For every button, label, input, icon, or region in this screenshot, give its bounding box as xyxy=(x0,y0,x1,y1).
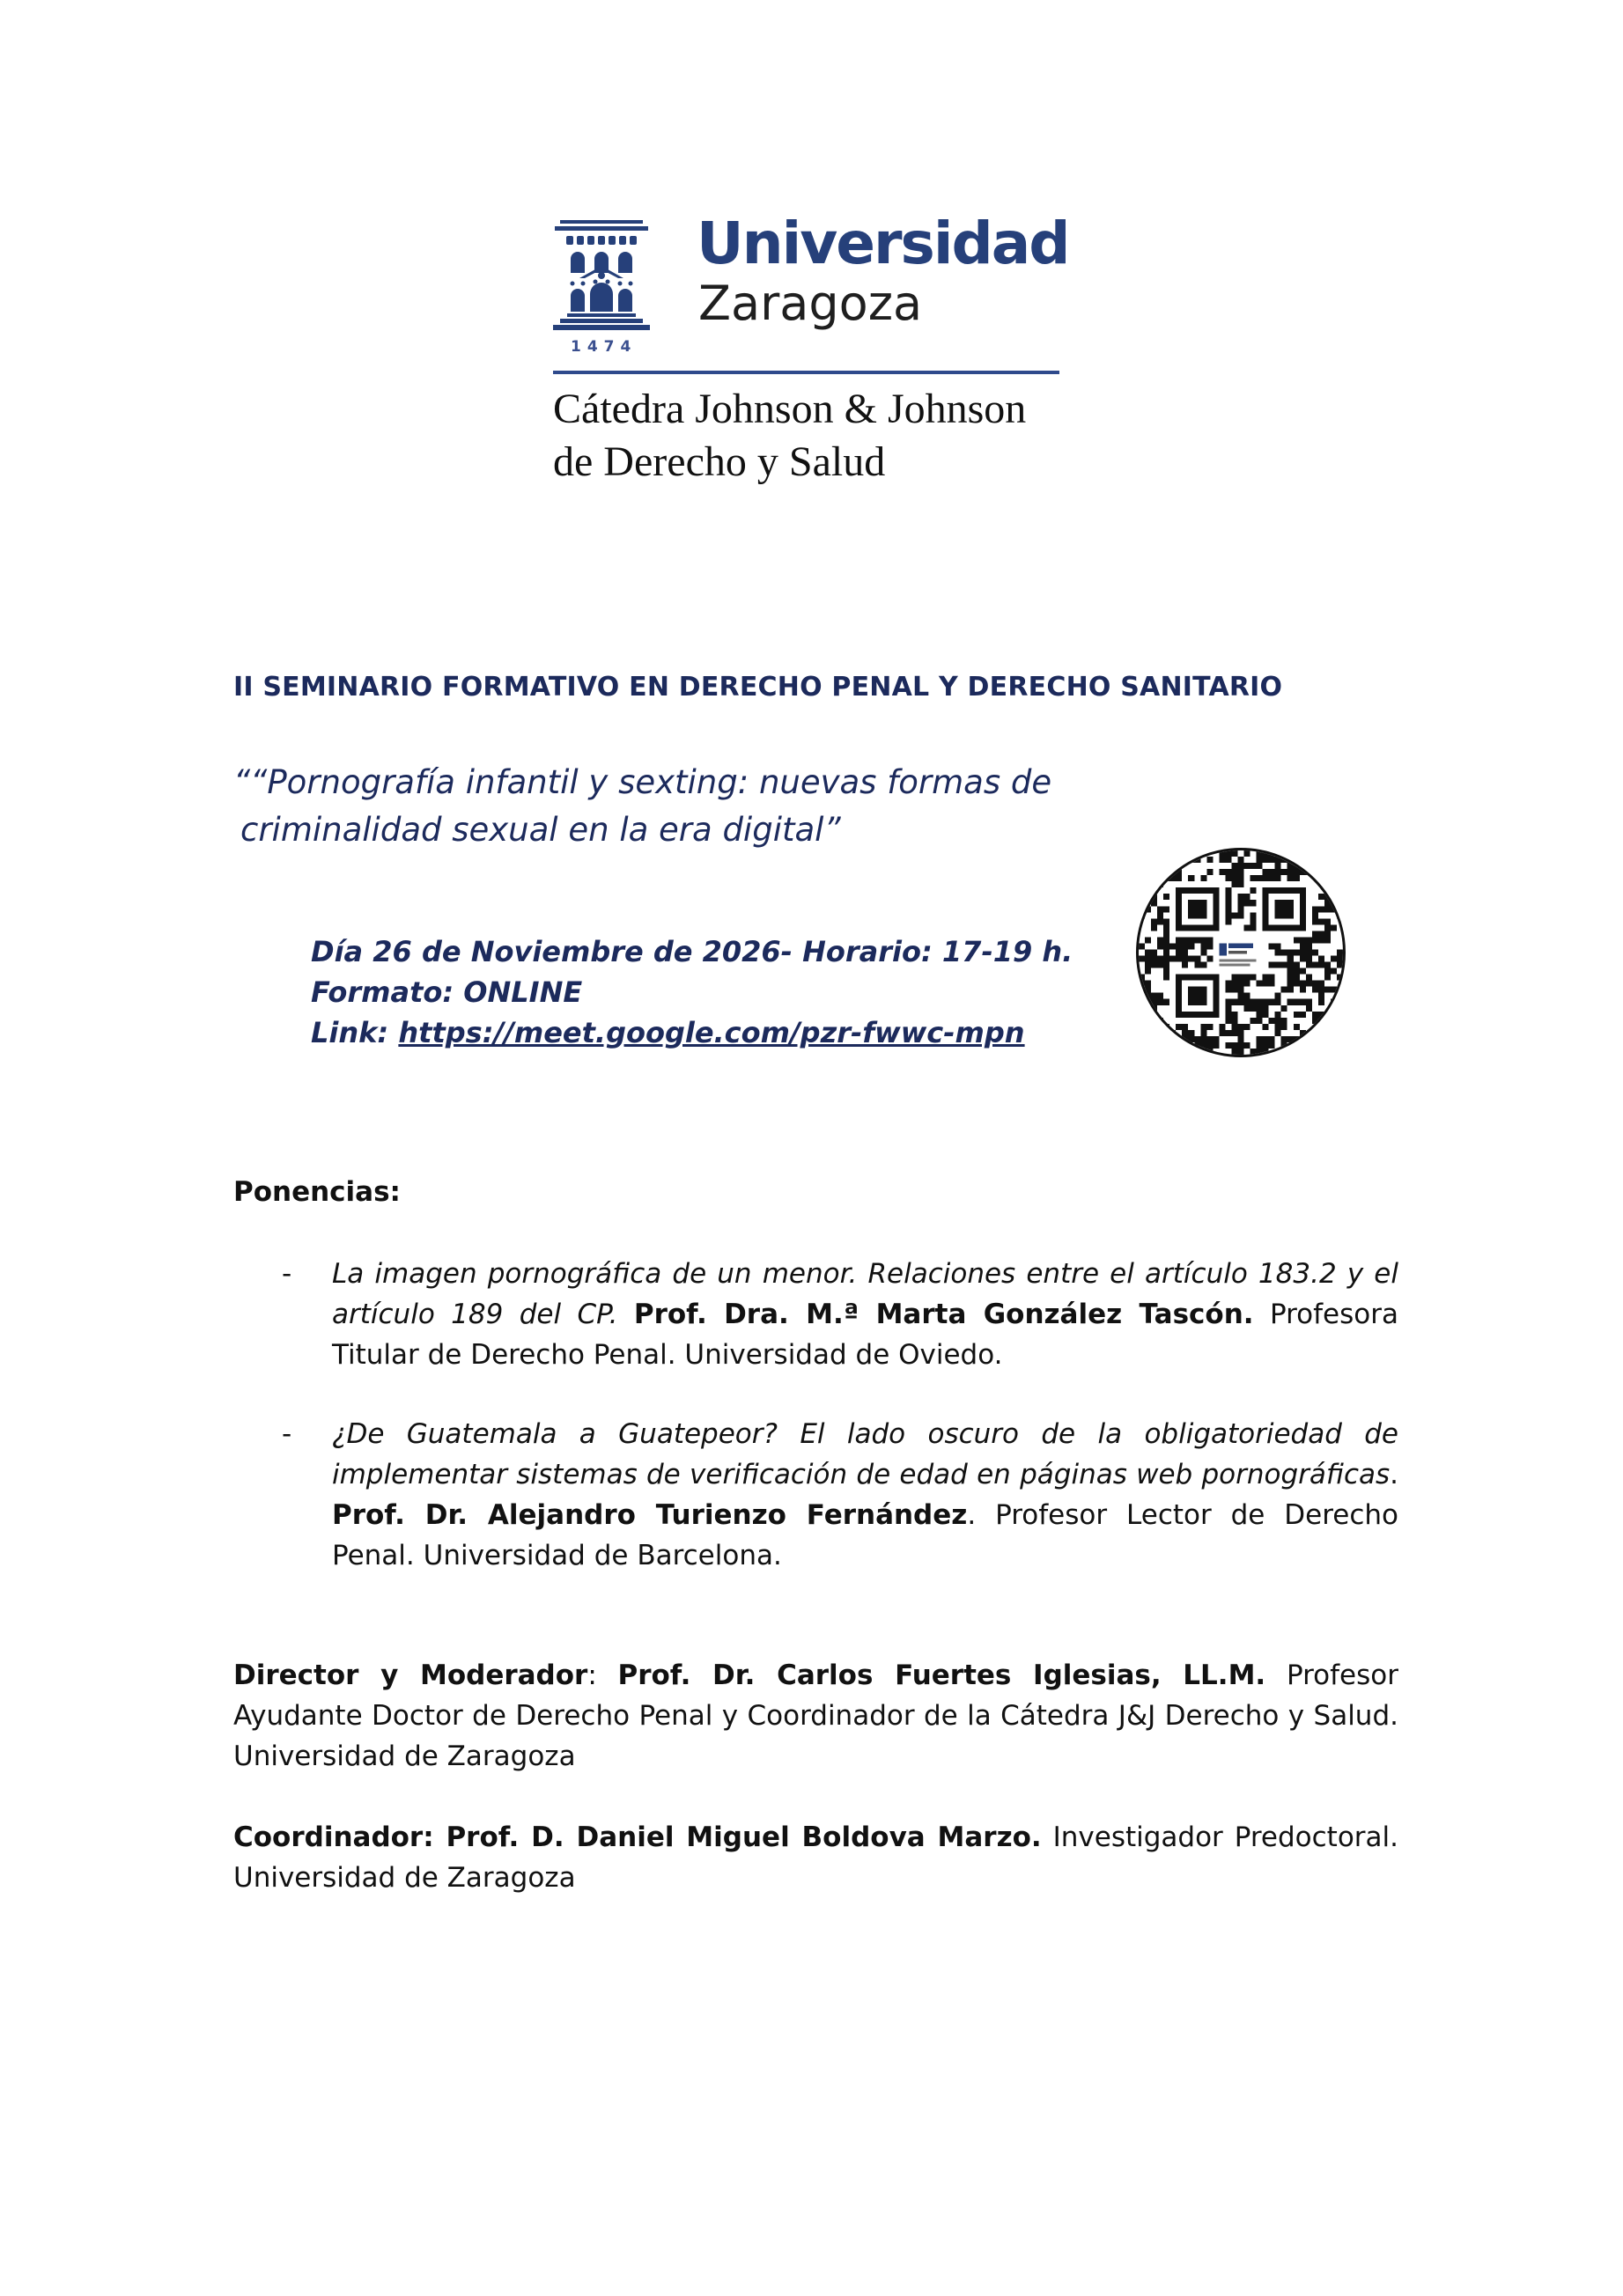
talk-speaker: Prof. Dra. M.ª Marta González Tascón. xyxy=(633,1299,1254,1330)
director-description: Profesor Ayudante Doctor de Derecho Penal y Coordinador de la Cátedra J&J Derecho y Salud. Universidad de Zaragoza xyxy=(233,1659,1398,1772)
event-date: Día 26 de Noviembre de 2026- Horario: 17-19 h. xyxy=(311,935,1073,968)
talk-speaker: Prof. Dr. Alejandro Turienzo Fernández xyxy=(332,1499,968,1531)
director-credit xyxy=(233,1655,1398,1777)
university-name: Universidad xyxy=(697,210,1069,277)
talk-title: ¿De Guatemala a Guatepeor? El lado oscuro de la obligatoriedad de implementar sistemas de verificación de edad en páginas web pornográficas xyxy=(332,1418,1398,1490)
coordinator-description: Investigador Predoctoral. Universidad de Zaragoza xyxy=(233,1821,1398,1894)
subtitle-line-1: ““Pornografía infantil y sexting: nuevas formas de xyxy=(233,763,1052,801)
director-colon: : xyxy=(587,1659,618,1691)
university-crest xyxy=(553,220,650,361)
chair-line-2: de Derecho y Salud xyxy=(553,438,886,485)
list-bullet: - xyxy=(282,1258,292,1290)
talk-title-end: . xyxy=(1390,1459,1398,1490)
qr-code-pattern xyxy=(1139,850,1343,1055)
event-format: Formato: ONLINE xyxy=(311,975,583,1009)
talk-item xyxy=(233,1414,1398,1576)
founding-year: 1474 xyxy=(571,338,638,356)
event-link-row xyxy=(311,1012,1073,1053)
logo-divider xyxy=(553,371,1059,374)
director-role: Director y Moderador xyxy=(233,1659,588,1691)
seminar-title: II SEMINARIO FORMATIVO EN DERECHO PENAL Y DERECHO SANITARIO xyxy=(233,672,1283,703)
director-name: Prof. Dr. Carlos Fuertes Iglesias, LL.M. xyxy=(617,1659,1266,1691)
talk-item xyxy=(233,1254,1398,1375)
coordinator-credit xyxy=(233,1817,1398,1898)
meeting-link[interactable]: https://meet.google.com/pzr-fwwc-mpn xyxy=(398,1016,1025,1049)
seminar-subtitle xyxy=(233,759,1051,854)
coordinator-role-name: Coordinador: Prof. D. Daniel Miguel Boldova Marzo. xyxy=(233,1821,1042,1853)
list-bullet: - xyxy=(282,1418,292,1450)
event-link-label: Link: xyxy=(311,1016,399,1049)
university-city: Zaragoza xyxy=(698,276,923,331)
talk-title: La imagen pornográfica de un menor. Relaciones entre el artículo 183.2 y el artículo 189 del CP. xyxy=(332,1258,1398,1330)
qr-code-icon[interactable] xyxy=(1136,848,1346,1057)
talk-affiliation: Profesora Titular de Derecho Penal. Universidad de Oviedo. xyxy=(332,1299,1398,1371)
event-info xyxy=(311,931,1073,1053)
subtitle-line-2: criminalidad sexual en la era digital” xyxy=(240,811,841,849)
tower-crest-icon xyxy=(553,220,650,330)
chair-name xyxy=(553,383,1026,489)
talk-affiliation: Profesor Lector de Derecho Penal. Universidad de Barcelona. xyxy=(332,1499,1398,1571)
talk-speaker-end: . xyxy=(967,1499,977,1531)
ponencias-heading: Ponencias: xyxy=(233,1176,401,1208)
chair-line-1: Cátedra Johnson & Johnson xyxy=(553,386,1027,432)
